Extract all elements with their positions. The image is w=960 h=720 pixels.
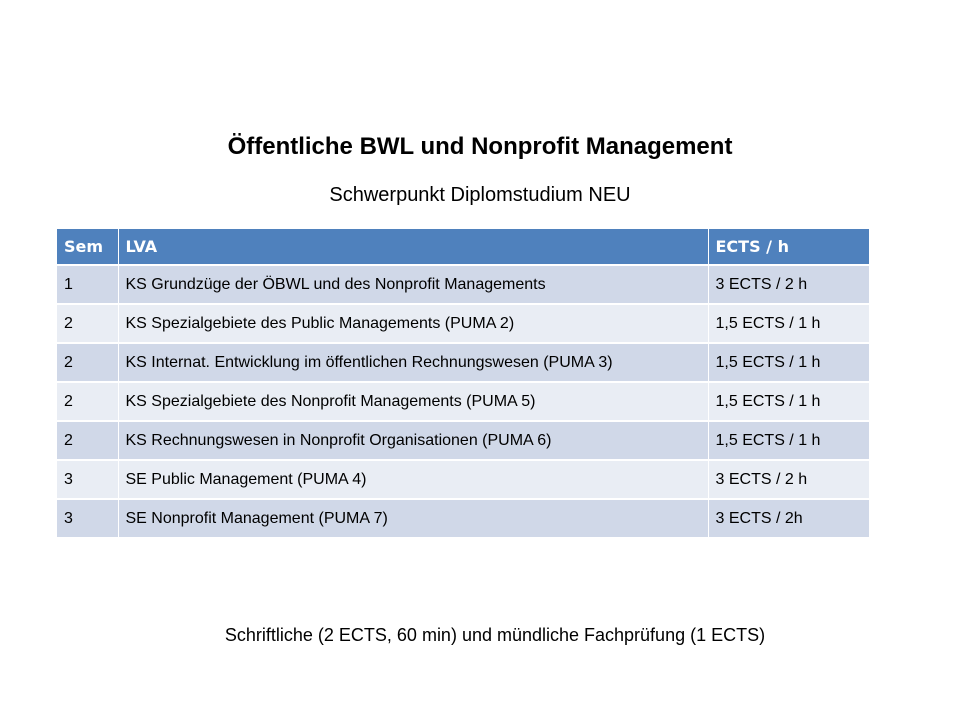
cell-lva: SE Public Management (PUMA 4): [118, 460, 708, 499]
cell-lva: KS Spezialgebiete des Public Managements (PUMA 2): [118, 304, 708, 343]
page-title: Öffentliche BWL und Nonprofit Management: [227, 133, 733, 160]
table-row: [57, 499, 869, 537]
column-header-ects: ECTS / h: [708, 229, 869, 265]
cell-sem: 2: [57, 343, 118, 382]
table-row: [57, 460, 869, 499]
column-header-lva: LVA: [118, 229, 708, 265]
cell-lva: KS Grundzüge der ÖBWL und des Nonprofit Managements: [118, 265, 708, 304]
table-row: [57, 343, 869, 382]
cell-ects: 3 ECTS / 2 h: [708, 265, 869, 304]
course-table: [57, 229, 869, 537]
exam-note: Schriftliche (2 ECTS, 60 min) und mündliche Fachprüfung (1 ECTS): [224, 625, 766, 645]
cell-sem: 2: [57, 304, 118, 343]
cell-sem: 1: [57, 265, 118, 304]
cell-sem: 3: [57, 499, 118, 537]
cell-lva: SE Nonprofit Management (PUMA 7): [118, 499, 708, 537]
table-header-row: [57, 229, 869, 265]
cell-sem: 3: [57, 460, 118, 499]
table-row: [57, 421, 869, 460]
column-header-sem: Sem: [57, 229, 118, 265]
table-row: [57, 265, 869, 304]
cell-ects: 3 ECTS / 2h: [708, 499, 869, 537]
cell-sem: 2: [57, 421, 118, 460]
cell-lva: KS Rechnungswesen in Nonprofit Organisationen (PUMA 6): [118, 421, 708, 460]
table-row: [57, 382, 869, 421]
cell-ects: 1,5 ECTS / 1 h: [708, 304, 869, 343]
cell-sem: 2: [57, 382, 118, 421]
cell-ects: 1,5 ECTS / 1 h: [708, 382, 869, 421]
table-row: [57, 304, 869, 343]
cell-ects: 1,5 ECTS / 1 h: [708, 421, 869, 460]
cell-ects: 1,5 ECTS / 1 h: [708, 343, 869, 382]
cell-ects: 3 ECTS / 2 h: [708, 460, 869, 499]
cell-lva: KS Spezialgebiete des Nonprofit Managements (PUMA 5): [118, 382, 708, 421]
cell-lva: KS Internat. Entwicklung im öffentlichen Rechnungswesen (PUMA 3): [118, 343, 708, 382]
page-subtitle: Schwerpunkt Diplomstudium NEU: [329, 184, 631, 206]
